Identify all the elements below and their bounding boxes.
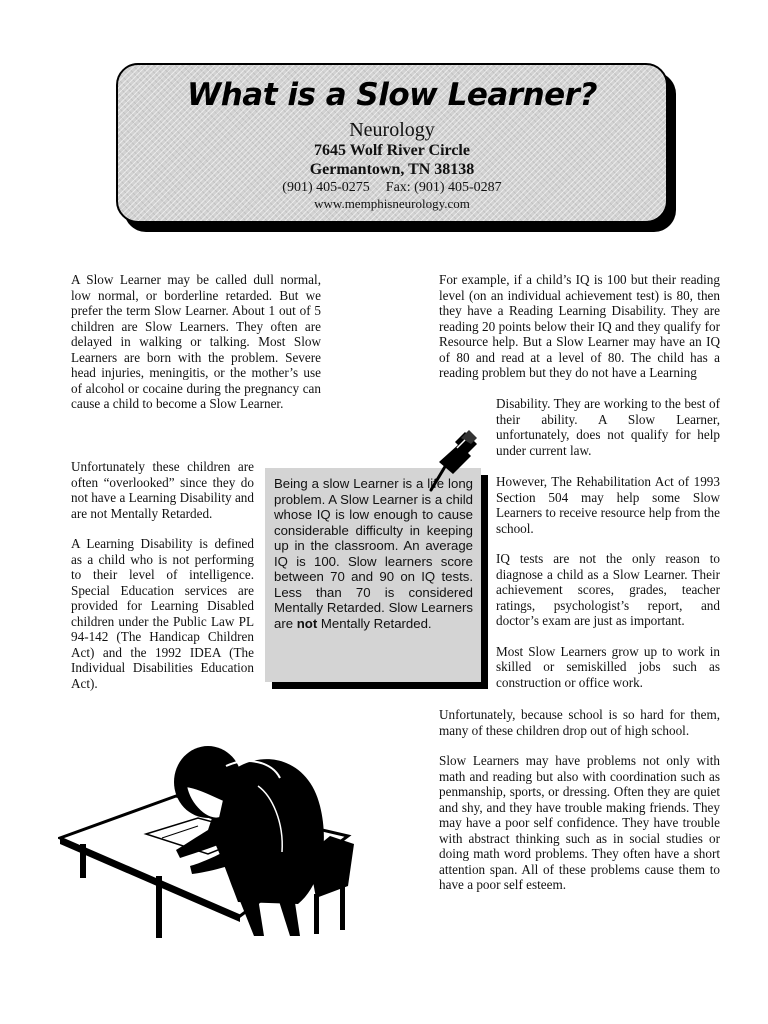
paragraph-example-cont: Disability. They are working to the best of their ability. A Slow Learner, unfortunately, does not qualify for help under current law. [496,396,720,458]
paragraph-dropout: Unfortunately, because school is so hard for them, many of these children drop out of high school. [439,707,720,738]
paragraph-rehab-act: However, The Rehabilitation Act of 1993 Section 504 may help some Slow Learners to receive resource help from the school. [496,474,720,536]
website-link[interactable]: www.memphisneurology.com [314,196,470,211]
right-column-bottom [439,707,720,893]
right-column-indent-2 [496,474,720,690]
student-illustration [58,726,358,938]
paragraph-definition: A Slow Learner may be called dull normal, low normal, or borderline retarded. But we prefer the term Slow Learner. About 1 out of 5 children are Slow Learners. They often are delayed in walking or talking. Most Slow Learners are born with the problem. Severe head injuries, meningitis, or the mother’s use of alcohol or cocaine during the pregnancy can cause a child to become a Slow Learner. [71,272,321,411]
phone-number: (901) 405-0275 [282,180,370,195]
address-line-1: 7645 Wolf River Circle [314,142,470,159]
right-column-indent-1 [496,396,720,458]
left-column-top [71,272,321,412]
page-title: What is a Slow Learner? [187,77,597,113]
fax-number: Fax: (901) 405-0287 [385,180,502,195]
callout-box [265,468,481,682]
callout-emphasis: not [296,615,318,631]
address-line-2: Germantown, TN 38138 [309,161,475,178]
callout-text-end: Mentally Retarded. [317,615,432,631]
paragraph-work: Most Slow Learners grow up to work in skilled or semiskilled jobs such as construction or office work. [496,643,720,690]
header-box [116,63,668,223]
paragraph-learning-disability: A Learning Disability is defined as a child who is not performing to their level of intelligence. Special Education services are provided for Learning Disabled children under the Public Law PL 94-142 (The Handicap Children Act) and the 1992 IDEA (The Individual Disabilities Education Act). [71,536,254,691]
org-name: Neurology [349,119,435,141]
callout-text: Being a slow Learner is a life long problem. A Slow Learner is a child whose IQ is low enough to cause considerable difficulty in keeping up in the classroom. An average IQ is 100. Slow learners score between 70 and 90 on IQ tests. Less than 70 is considered Mentally Retarded. Slow Learners are [274,476,473,631]
contact-numbers [118,179,666,196]
right-column-top [439,272,720,381]
paragraph-problems: Slow Learners may have problems not only with math and reading but also with coordination such as penmanship, sports, or dressing. Often they are quiet and shy, and they have trouble making friends. They may have a poor self confidence. They have trouble with abstract thinking such as in social studies or doing math word problems. They often have a short attention span. All of these problems cause them to have a poor self esteem. [439,753,720,892]
paragraph-example: For example, if a child’s IQ is 100 but their reading level (on an individual achievement test) is 80, then they have a Reading Learning Disability. They are reading 20 points below their IQ and they qualify for Resource help. But a Slow Learner may have an IQ of 80 and read at a level of 80. The child has a reading problem but they do not have a Learning [439,272,720,380]
paragraph-overlooked: Unfortunately these children are often “overlooked” since they do not have a Learning Disability and are not Mentally Retarded. [71,459,254,521]
pushpin-icon [425,424,481,494]
left-column-narrow [71,459,254,691]
paragraph-iq-tests: IQ tests are not the only reason to diagnose a child as a Slow Learner. Their achievement scores, grades, teacher ratings, psychologist’s report, and doctor’s exam are just as important. [496,551,720,628]
